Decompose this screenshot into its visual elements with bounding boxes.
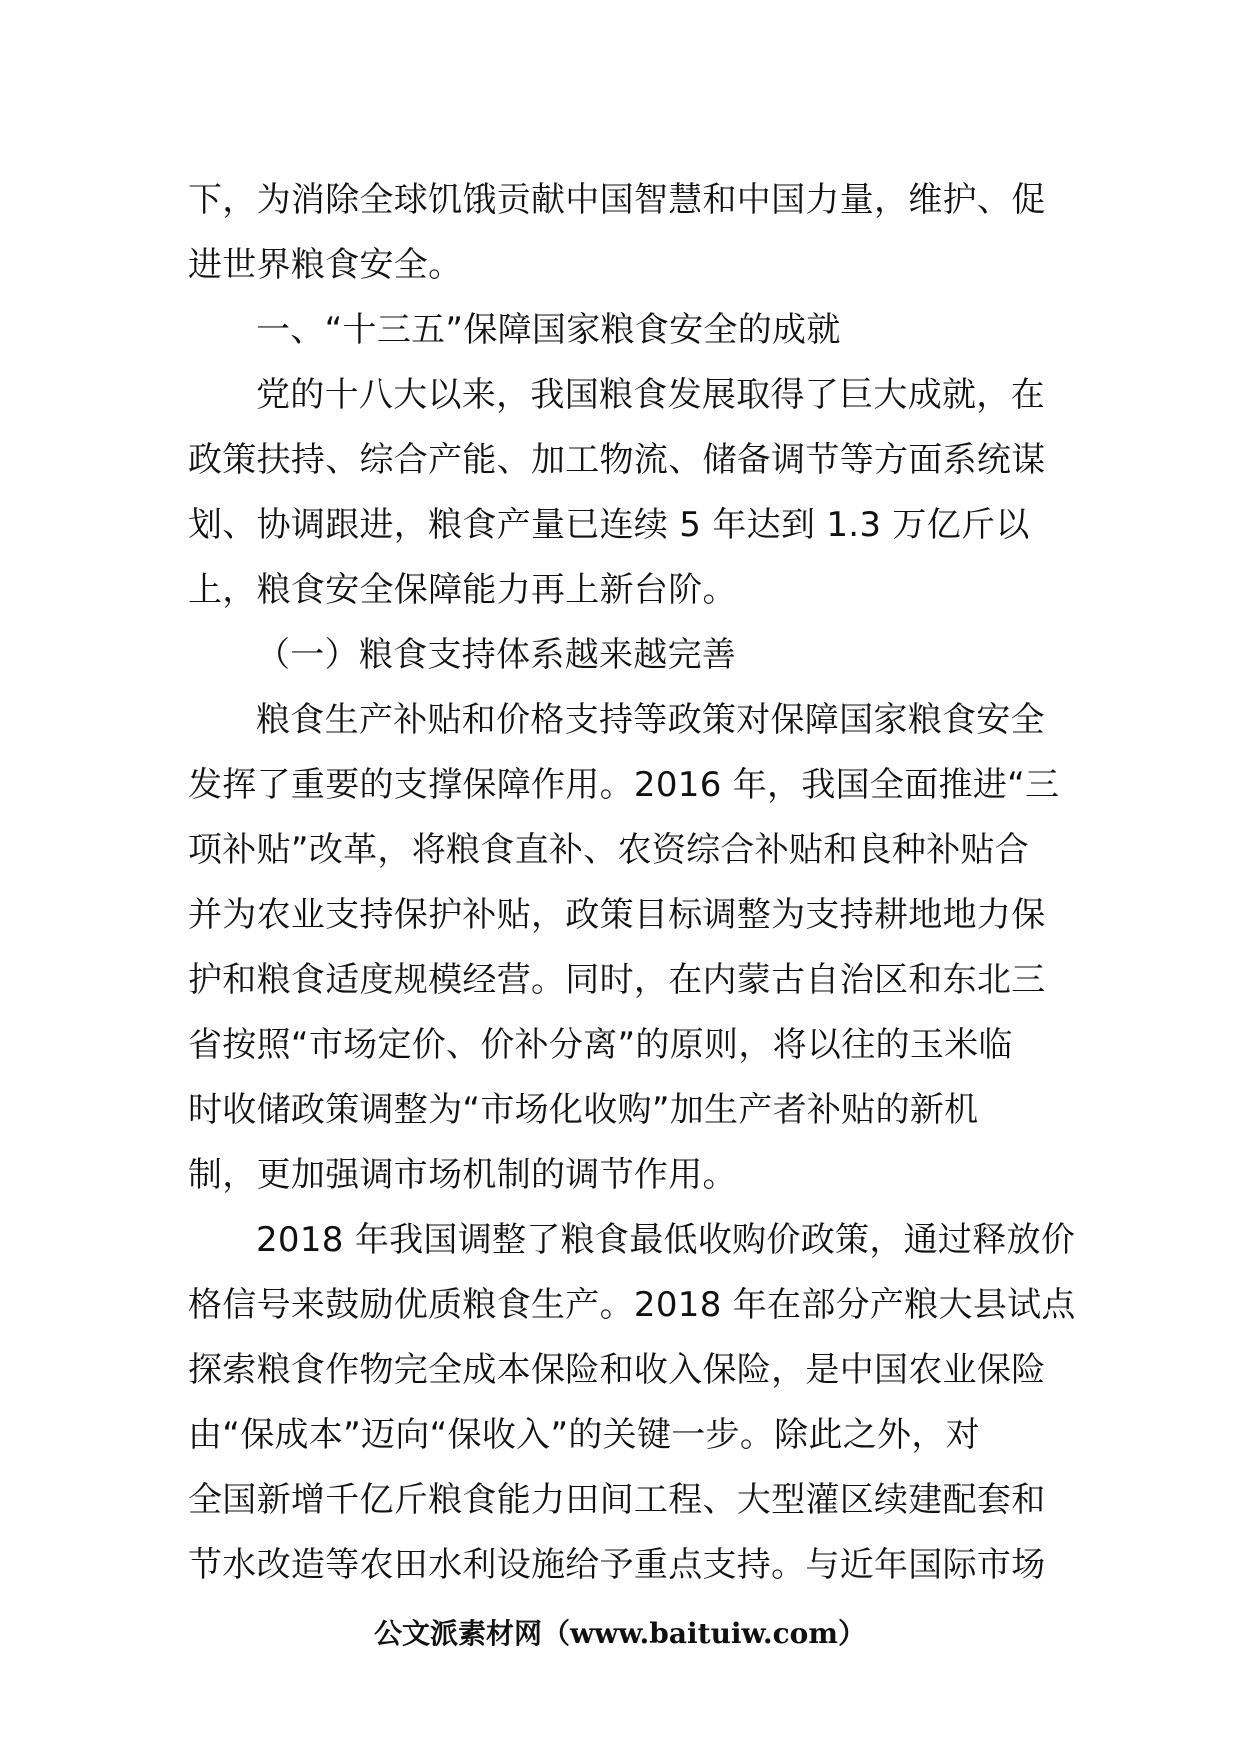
paragraph-line: 政策扶持、综合产能、加工物流、储备调节等方面系统谋 xyxy=(188,440,1046,480)
paragraph-line: 格信号来鼓励优质粮食生产。2018 年在部分产粮大县试点 xyxy=(188,1285,1076,1325)
paragraph-line: 粮食生产补贴和价格支持等政策对保障国家粮食安全 xyxy=(256,700,1045,740)
paragraph-line: 划、协调跟进，粮食产量已连续 5 年达到 1.3 万亿斤以 xyxy=(188,505,1030,545)
paragraph-line: 制，更加强调市场机制的调节作用。 xyxy=(188,1155,737,1195)
paragraph-line: 时收储政策调整为“市场化收购”加生产者补贴的新机 xyxy=(188,1090,979,1130)
section-heading: 一、“十三五”保障国家粮食安全的成就 xyxy=(256,310,841,350)
document-body xyxy=(188,168,1076,1598)
paragraph-line: 由“保成本”迈向“保收入”的关键一步。除此之外，对 xyxy=(188,1415,980,1455)
paragraph-line: 护和粮食适度规模经营。同时，在内蒙古自治区和东北三 xyxy=(188,960,1046,1000)
paragraph-line: 项补贴”改革，将粮食直补、农资综合补贴和良种补贴合 xyxy=(188,830,1030,870)
paragraph-line: 进世界粮食安全。 xyxy=(188,245,463,285)
paragraph-line: 探索粮食作物完全成本保险和收入保险，是中国农业保险 xyxy=(188,1350,1046,1390)
footer-watermark: 公文派素材网（www.baituiw.com） xyxy=(374,1617,866,1650)
paragraph-line: 节水改造等农田水利设施给予重点支持。与近年国际市场 xyxy=(188,1545,1046,1585)
paragraph-line: 下，为消除全球饥饿贡献中国智慧和中国力量，维护、促 xyxy=(188,180,1046,220)
paragraph-line: 党的十八大以来，我国粮食发展取得了巨大成就，在 xyxy=(256,375,1045,415)
paragraph-line: 省按照“市场定价、价补分离”的原则，将以往的玉米临 xyxy=(188,1025,1013,1065)
subsection-heading: （一）粮食支持体系越来越完善 xyxy=(256,635,737,675)
paragraph-line: 上，粮食安全保障能力再上新台阶。 xyxy=(188,570,737,610)
paragraph-line: 全国新增千亿斤粮食能力田间工程、大型灌区续建配套和 xyxy=(188,1480,1046,1520)
paragraph-line: 并为农业支持保护补贴，政策目标调整为支持耕地地力保 xyxy=(188,895,1046,935)
paragraph-line: 2018 年我国调整了粮食最低收购价政策，通过释放价 xyxy=(256,1220,1076,1260)
paragraph-line: 发挥了重要的支撑保障作用。2016 年，我国全面推进“三 xyxy=(188,765,1060,805)
